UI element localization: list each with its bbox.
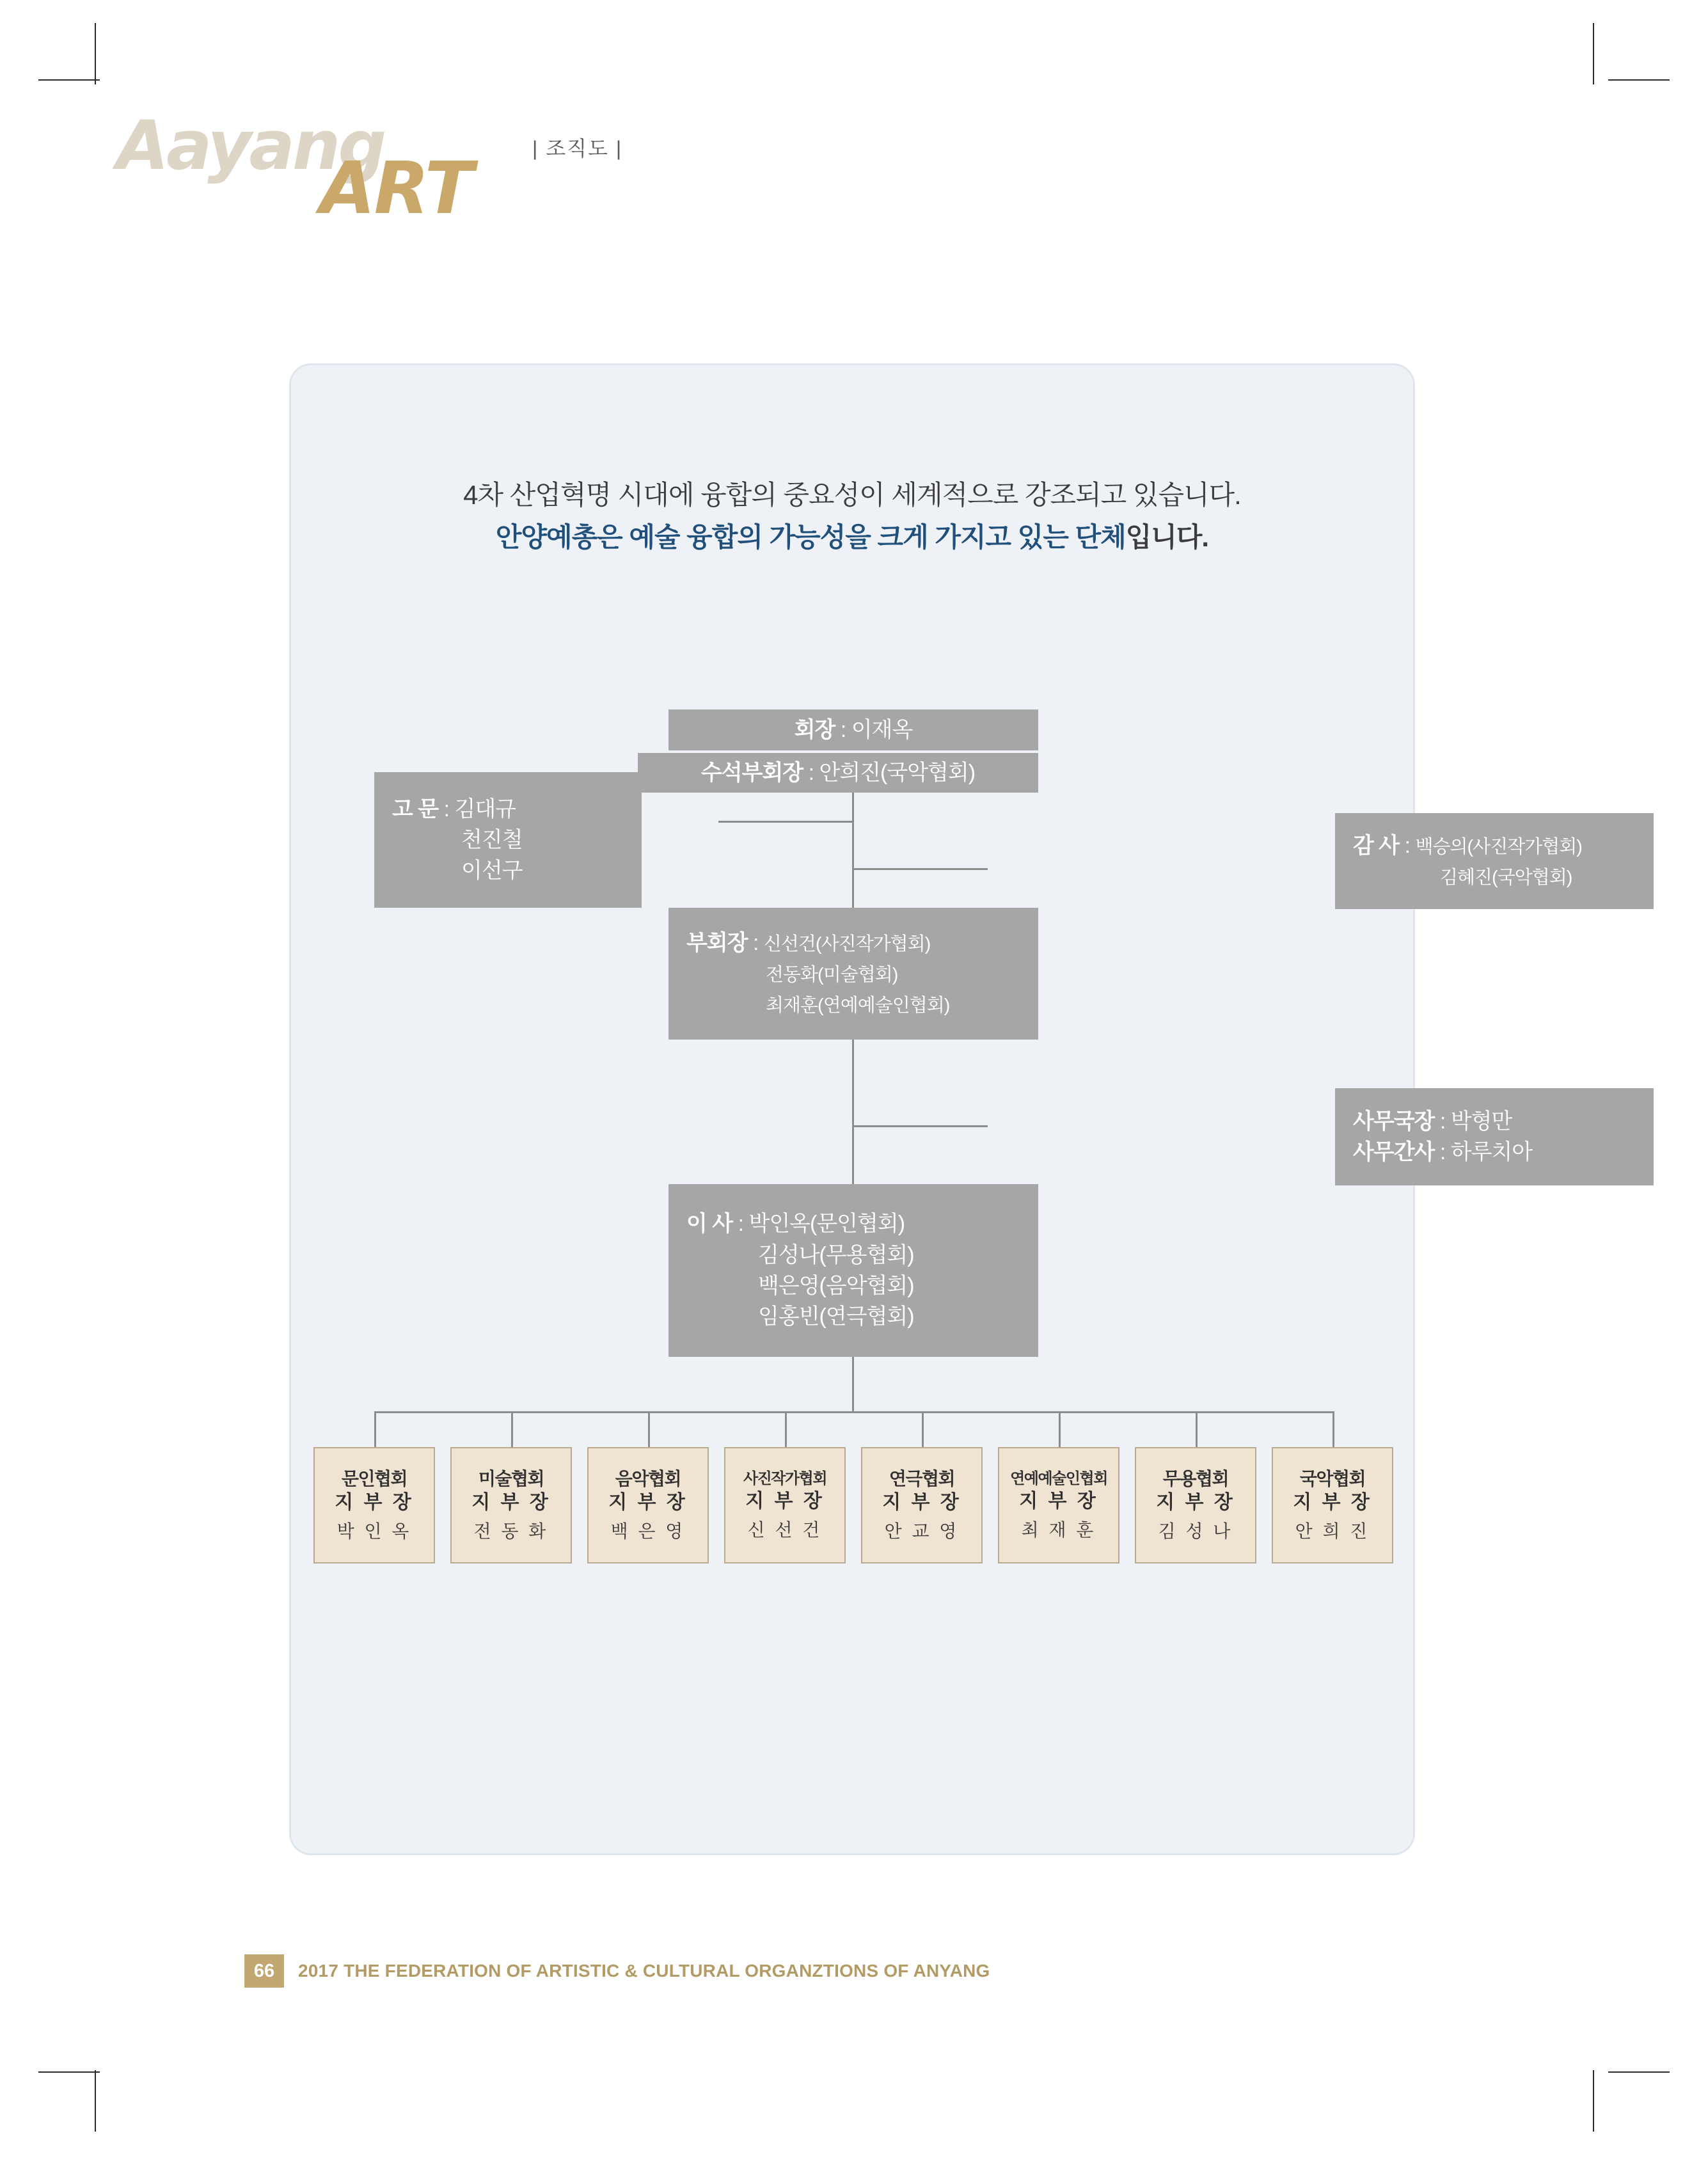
branch-post-7: 지 부 장 <box>1293 1492 1372 1513</box>
node-advisors-entry-1-row <box>392 825 523 855</box>
node-directors-entry-1: 김성나(무용협회) <box>758 1242 914 1267</box>
branch-node-7 <box>1272 1447 1393 1563</box>
branch-drop-5 <box>1059 1411 1061 1448</box>
node-vice-chairmen-entry-1: 전동화(미술협회) <box>766 964 898 985</box>
node-advisors-title: 고 문 <box>392 796 439 821</box>
node-vice-chairmen <box>668 908 1038 1040</box>
node-secretariat-title: 사무국장 <box>1353 1109 1435 1134</box>
node-directors-entry-0: 박인옥(문인협회) <box>748 1212 905 1237</box>
connector-advisors <box>718 821 854 823</box>
branch-node-0 <box>313 1447 435 1563</box>
branch-name-5: 최 재 훈 <box>1021 1519 1096 1540</box>
node-auditors-sep: : <box>1399 833 1416 858</box>
node-vice-chairmen-entry-0: 신선건(사진작가협회) <box>763 933 931 954</box>
node-advisors-entry-2: 이선구 <box>461 859 523 883</box>
node-directors-title: 이 사 <box>686 1212 733 1237</box>
crop-mark-top-left-v <box>95 23 96 84</box>
intro-highlight: 안양예총은 예술 융합의 가능성을 크게 가지고 있는 단체 <box>495 522 1126 553</box>
node-senior-vice-chairman-name: 안희진(국악협회) <box>819 760 976 785</box>
crop-mark-bottom-left-h <box>38 2071 100 2073</box>
crop-mark-bottom-left-v <box>95 2070 96 2132</box>
org-chart-panel <box>289 363 1582 1855</box>
node-auditors-entry-1-row <box>1353 861 1572 892</box>
connector-branch-bus <box>374 1411 1332 1413</box>
branch-drop-0 <box>374 1411 376 1448</box>
branch-post-2: 지 부 장 <box>608 1492 688 1513</box>
node-advisors-entry-1: 천진철 <box>461 827 523 852</box>
node-vice-chairmen-entry-2: 최재훈(연예예술인협회) <box>766 995 950 1017</box>
node-chairman-title: 회장 <box>794 717 835 742</box>
node-auditors-entry-1: 김혜진(국악협회) <box>1440 867 1572 888</box>
branch-post-4: 지 부 장 <box>882 1492 961 1513</box>
page-title: | 조직도 | <box>532 137 623 160</box>
branch-drop-3 <box>785 1411 787 1448</box>
footer-caption: 2017 THE FEDERATION OF ARTISTIC & CULTURAL ORGANZTIONS OF ANYANG <box>298 1961 990 1981</box>
node-vice-chairmen-entry-2-row <box>686 989 949 1020</box>
branch-drop-4 <box>922 1411 924 1448</box>
node-secretary-title: 사무간사 <box>1353 1140 1435 1164</box>
node-auditors-entry-0: 백승의(사진작가협회) <box>1415 836 1582 857</box>
brand-logo <box>116 106 692 253</box>
connector-secretariat <box>852 1125 988 1127</box>
branch-org-4: 연극협회 <box>889 1469 955 1489</box>
node-directors-entry-1-row <box>686 1240 914 1270</box>
logo-art-text: ART <box>320 147 473 230</box>
branch-org-7: 국악협회 <box>1299 1469 1366 1489</box>
node-auditors <box>1335 813 1654 909</box>
node-vice-chairmen-sep: : <box>747 930 764 955</box>
branch-org-0: 문인협회 <box>341 1469 407 1489</box>
crop-mark-bottom-right-v <box>1593 2070 1594 2132</box>
node-directors-entry-3-row <box>686 1301 914 1332</box>
branch-name-3: 신 선 건 <box>747 1519 823 1540</box>
branch-org-1: 미술협회 <box>478 1469 544 1489</box>
branch-post-3: 지 부 장 <box>745 1490 825 1512</box>
node-advisors-entry-0: 김대규 <box>454 796 516 821</box>
node-secretary-sep: : <box>1434 1140 1451 1164</box>
crop-mark-bottom-right-h <box>1608 2071 1670 2073</box>
branch-drop-1 <box>511 1411 513 1448</box>
branch-name-6: 김 성 나 <box>1158 1521 1233 1541</box>
node-vice-chairmen-title: 부회장 <box>686 930 748 955</box>
connector-directors-drop <box>852 1354 854 1413</box>
branch-name-0: 박 인 옥 <box>336 1521 412 1541</box>
branch-post-5: 지 부 장 <box>1019 1490 1098 1512</box>
logo-aayang-text: Aayang <box>116 106 384 185</box>
page-number: 66 <box>244 1954 284 1988</box>
node-senior-vice-chairman <box>638 753 1038 793</box>
node-advisors-entry-2-row <box>392 855 523 886</box>
intro-line-1: 4차 산업혁명 시대에 융합의 중요성이 세계적으로 강조되고 있습니다. <box>463 480 1241 510</box>
branch-node-3 <box>724 1447 846 1563</box>
node-chairman-sep: : <box>835 717 851 742</box>
node-directors-sep: : <box>732 1212 749 1237</box>
page-footer <box>244 1954 990 1988</box>
branch-org-6: 무용협회 <box>1162 1469 1229 1489</box>
node-secretary-name: 하루치아 <box>1450 1140 1533 1164</box>
branch-node-5 <box>998 1447 1119 1563</box>
node-secretariat <box>1335 1088 1654 1185</box>
branch-post-0: 지 부 장 <box>335 1492 414 1513</box>
org-chart <box>291 365 1582 1857</box>
crop-mark-top-right-v <box>1593 23 1594 84</box>
branch-name-7: 안 희 진 <box>1295 1521 1370 1541</box>
branch-node-2 <box>587 1447 709 1563</box>
branch-name-4: 안 교 영 <box>884 1521 960 1541</box>
intro-tail: 입니다. <box>1125 522 1209 553</box>
crop-mark-top-right-h <box>1608 79 1670 81</box>
node-directors-entry-2-row <box>686 1270 914 1301</box>
node-advisors-sep: : <box>438 796 455 821</box>
branch-org-5: 연예예술인협회 <box>1010 1469 1107 1487</box>
branch-drop-7 <box>1332 1411 1334 1448</box>
node-chairman-name: 이재옥 <box>851 717 913 742</box>
branch-drop-6 <box>1196 1411 1198 1448</box>
branch-drop-2 <box>648 1411 650 1448</box>
branch-post-1: 지 부 장 <box>471 1492 551 1513</box>
node-secretariat-sep: : <box>1434 1109 1451 1134</box>
node-advisors <box>374 772 642 908</box>
node-senior-vice-chairman-sep: : <box>803 760 819 785</box>
node-directors-entry-3: 임홍빈(연극협회) <box>758 1304 914 1329</box>
branch-name-2: 백 은 영 <box>610 1521 686 1541</box>
connector-spine-upper <box>852 773 854 908</box>
node-auditors-title: 감 사 <box>1353 833 1400 858</box>
node-directors-entry-2: 백은영(음악협회) <box>758 1274 914 1298</box>
branch-post-6: 지 부 장 <box>1156 1492 1235 1513</box>
branch-org-3: 사진작가협회 <box>743 1469 827 1487</box>
node-directors <box>668 1184 1038 1357</box>
connector-auditors <box>852 868 988 870</box>
branch-node-6 <box>1135 1447 1256 1563</box>
node-senior-vice-chairman-title: 수석부회장 <box>700 760 803 785</box>
branch-org-2: 음악협회 <box>615 1469 681 1489</box>
branch-node-4 <box>861 1447 983 1563</box>
node-chairman <box>668 709 1038 750</box>
node-vice-chairmen-entry-1-row <box>686 958 897 989</box>
crop-mark-top-left-h <box>38 79 100 81</box>
branch-name-1: 전 동 화 <box>473 1521 549 1541</box>
branch-node-1 <box>450 1447 572 1563</box>
node-secretariat-name: 박형만 <box>1450 1109 1512 1134</box>
